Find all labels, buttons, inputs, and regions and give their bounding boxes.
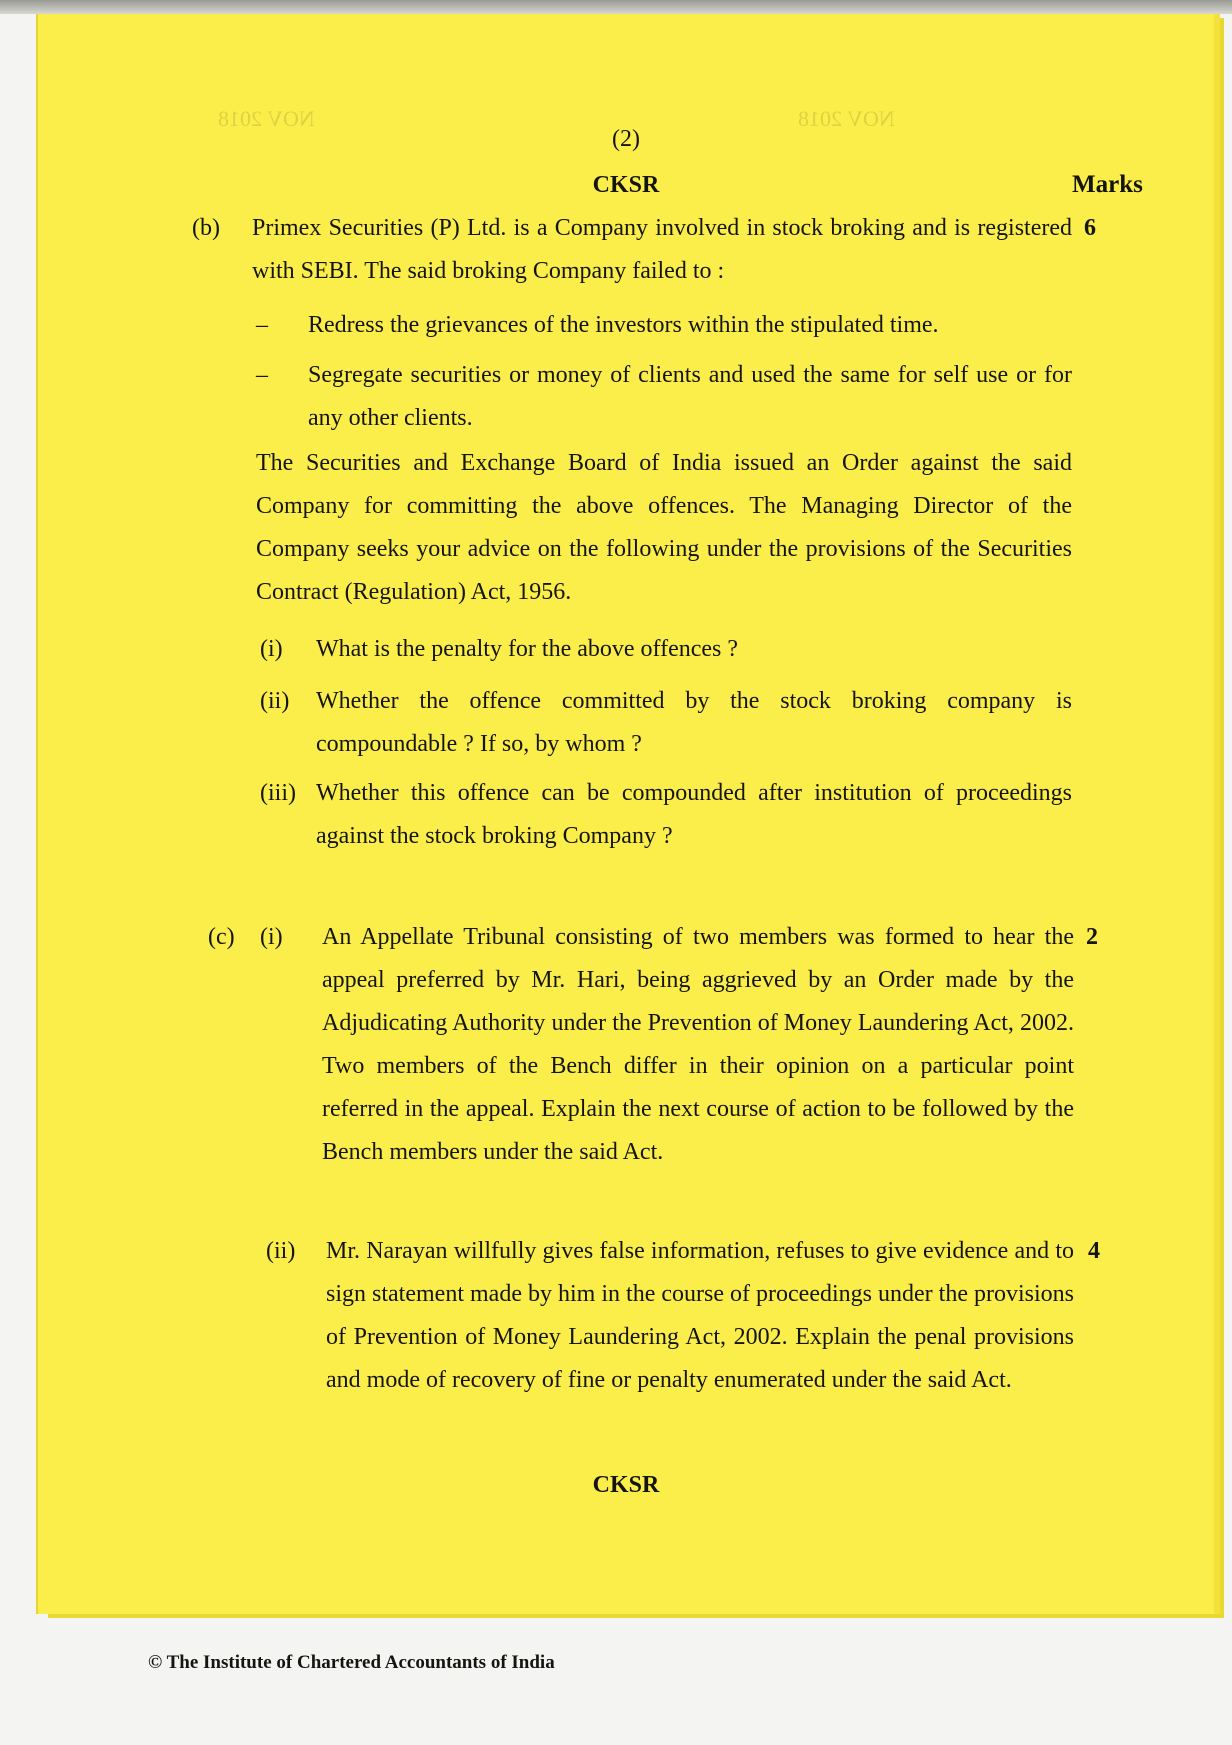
- marks-column-heading: Marks: [1072, 171, 1143, 198]
- bullet-marker: –: [256, 312, 268, 338]
- sub-question-label: (iii): [260, 780, 296, 806]
- scan-top-edge: [0, 0, 1232, 14]
- paper-code-footer: CKSR: [592, 1472, 660, 1498]
- paper-code-header: CKSR: [592, 172, 660, 198]
- question-c-part-marks: 4: [1088, 1238, 1100, 1264]
- question-c-part-text: An Appellate Tribunal consisting of two members was formed to hear the appeal preferred by Mr. Hari, being aggrieved by an Order made by the Adjudicating Authority under the Prevention of Money Laundering Act, 2002. Two members of the Bench differ in their opinion on a particular point referred in the appeal. Explain the next course of action to be followed by the Bench members under the said Act.: [322, 924, 1074, 1165]
- question-c-part-text: Mr. Narayan willfully gives false information, refuses to give evidence and to sign statement made by him in the course of proceedings under the provisions of Prevention of Money Laundering Act, 2002. Explain the penal provisions and mode of recovery of fine or penalty enumerated under the said Act.: [326, 1238, 1074, 1393]
- question-b-label: (b): [192, 215, 220, 241]
- question-c-part-label: (ii): [266, 1238, 296, 1264]
- sub-question-text: Whether the offence committed by the stock broking company is compoundable ? If so, by whom ?: [316, 688, 1072, 757]
- sub-question-text: Whether this offence can be compounded after institution of proceedings against the stock broking Company ?: [316, 780, 1072, 849]
- show-through-text: NOV 2018: [218, 106, 315, 131]
- question-b-marks: 6: [1084, 215, 1096, 241]
- sub-question-text: What is the penalty for the above offences ?: [316, 636, 739, 662]
- show-through-text: NOV 2018: [798, 106, 895, 131]
- question-b-intro: Primex Securities (P) Ltd. is a Company involved in stock broking and is registered with SEBI. The said broking Company failed to :: [252, 215, 1072, 284]
- page-number: (2): [612, 126, 640, 152]
- question-b-body: The Securities and Exchange Board of India issued an Order against the said Company for committing the above offences. The Managing Director of the Company seeks your advice on the following under the provisions of the Securities Contract (Regulation) Act, 1956.: [256, 450, 1072, 605]
- question-b-bullet-2: Segregate securities or money of clients and used the same for self use or for any other clients.: [308, 362, 1072, 431]
- question-c-part-marks: 2: [1086, 924, 1098, 950]
- paper-right-edge: [1214, 20, 1222, 1600]
- sub-question-label: (ii): [260, 688, 290, 714]
- bullet-marker: –: [256, 362, 268, 388]
- copyright-notice: © The Institute of Chartered Accountants of India: [148, 1652, 555, 1673]
- question-b-bullet-1: Redress the grievances of the investors within the stipulated time.: [308, 312, 939, 338]
- question-c-part-label: (i): [260, 924, 283, 950]
- question-c-label: (c): [208, 924, 235, 950]
- sub-question-label: (i): [260, 636, 283, 662]
- exam-page: [38, 14, 1214, 1614]
